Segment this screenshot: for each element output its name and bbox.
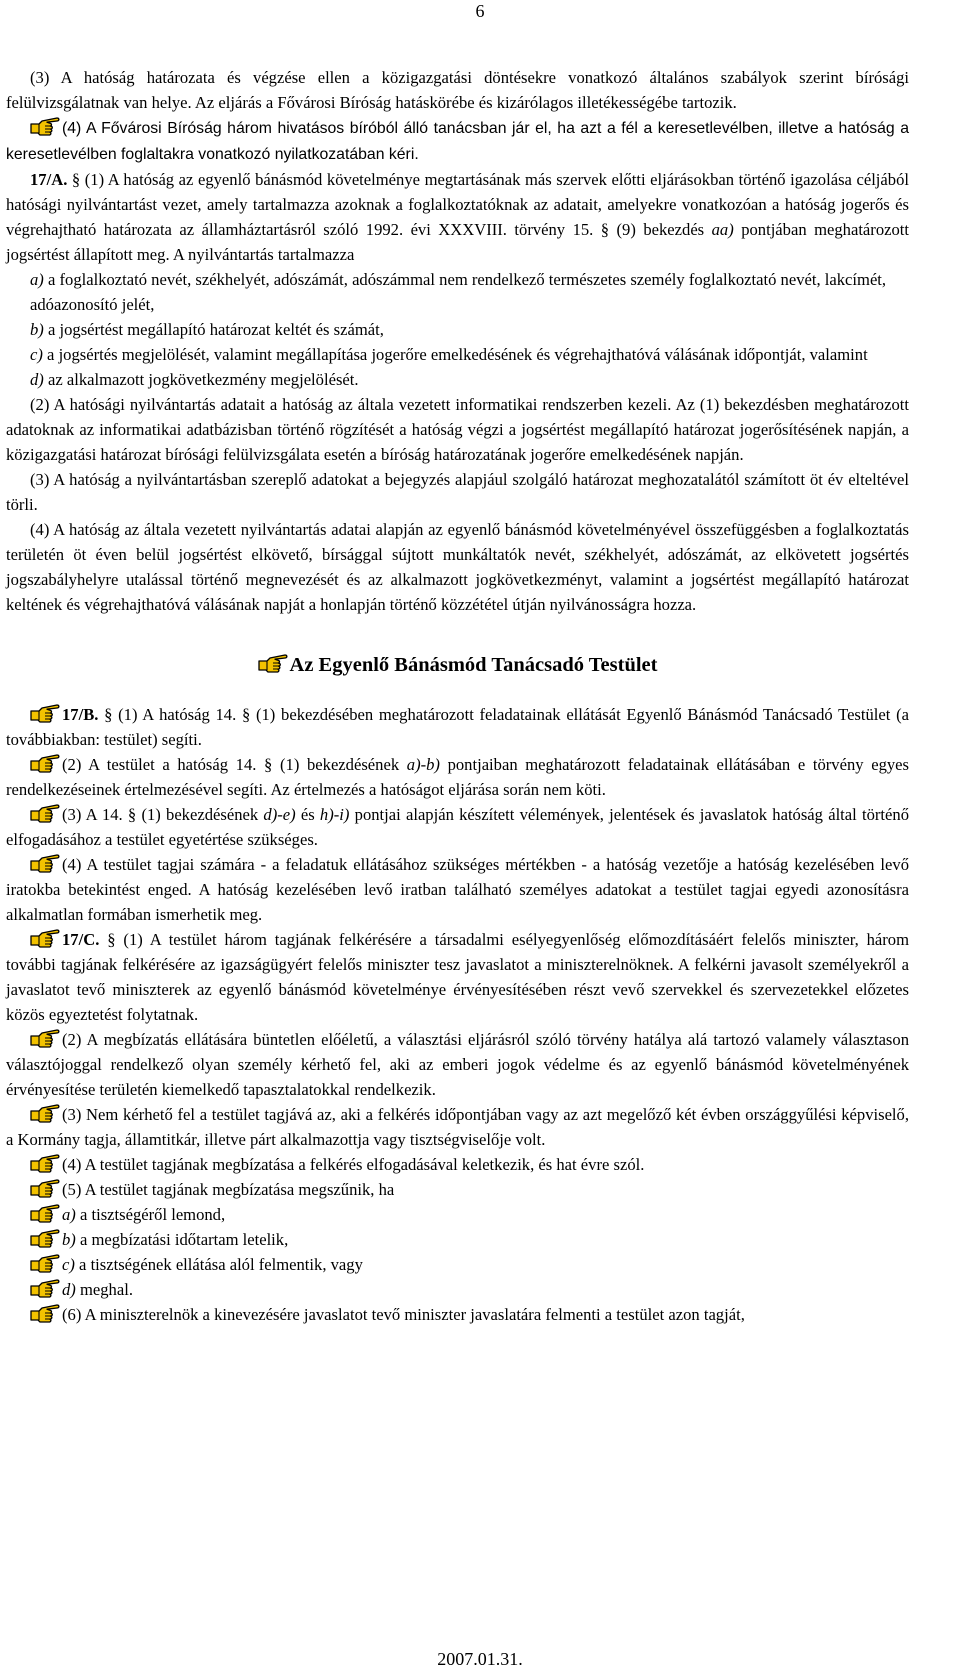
footer-date: 2007.01.31. <box>437 1649 523 1669</box>
pointing-hand-icon[interactable] <box>30 802 60 824</box>
list-item-b: b) a megbízatási időtartam letelik, <box>6 1227 909 1252</box>
pointing-hand-icon[interactable] <box>30 752 60 774</box>
list-item-b: b) a jogsértést megállapító határozat keltét és számát, <box>30 320 384 339</box>
section-17b-paragraph-2: (2) A testület a hatóság 14. § (1) bekezdésének a)-b) pontjaiban meghatározott feladatainak ellátásában e törvény egyes rendelkezéseinek értelmezésével segíti. Az értelmezés a hatóságot eljárása során nem köti. <box>6 752 909 802</box>
pointing-hand-icon[interactable] <box>30 1227 60 1249</box>
section-17c-paragraph-2: (2) A megbízatás ellátására büntetlen előéletű, a választási eljárásról szóló törvény hatálya alá tartozó valamely választason választójoggal rendelkező olyan személy kérhető fel, aki az emberi jogok védelme és az egyenlő bánásmód követelményének érvényesítése területén kiemelkedő tapasztalatokkal rendelkezik. <box>6 1027 909 1102</box>
section-17a-paragraph-3: (3) A hatóság a nyilvántartásban szereplő adatokat a bejegyzés alapjául szolgáló határozat meghozatalától számított öt év elteltével törli. <box>6 470 909 514</box>
section-17c-paragraph-6: (6) A miniszterelnök a kinevezésére javaslatot tevő miniszter javaslatára felmenti a testület azon tagját, <box>6 1302 909 1327</box>
pointing-hand-icon[interactable] <box>30 1152 60 1174</box>
section-heading: Az Egyenlő Bánásmód Tanácsadó Testület <box>6 650 909 680</box>
pointing-hand-icon[interactable] <box>30 1177 60 1199</box>
section-17a-paragraph-1: 17/A. § (1) A hatóság az egyenlő bánásmód követelménye megtartásának más szervek előtti eljárásokban történő igazolása céljából hatósági nyilvántartást vezet, amely tartalmazza azoknak a foglalkoztatóknak az adatait, amelyekre vonatkozóan a hatóság jogerős és végrehajtható határozata az államháztartásról szóló 1992. évi XXXVIII. törvény 15. § (9) bekezdés aa) pontjában meghatározott jogsértést állapított meg. A nyilvántartás tartalmazza <box>6 170 909 264</box>
pointing-hand-icon[interactable] <box>30 702 60 724</box>
section-17a-paragraph-4: (4) A hatóság az általa vezetett nyilvántartás adatai alapján az egyenlő bánásmód követelményével összefüggésben a foglalkoztatás területén öt éven belül jogsértést elkövető, bírsággal sújtott munkáltatók nevét, székhelyét, adószámát, az elkövetett jogsértés jogszabályhelyre utalással történő megnevezését és az alkalmazott jogkövetkezményt, valamint a jogsértést megállapító határozat keltének és végrehajthatóvá válásának napját a honlapján történő közzététel útján nyilvánosságra hozza. <box>6 520 909 614</box>
pointing-hand-icon[interactable] <box>30 1202 60 1224</box>
section-17c-paragraph-4: (4) A testület tagjának megbízatása a felkérés elfogadásával keletkezik, és hat évre szól. <box>6 1152 909 1177</box>
pointing-hand-icon[interactable] <box>30 1277 60 1299</box>
section-17a-paragraph-2: (2) A hatósági nyilvántartás adatait a hatóság az általa vezetett informatikai rendszerben kezeli. Az (1) bekezdésben meghatározott adatoknak az informatikai adatbázisban történő rögzítését a hatóság végzi a jogsértést megállapító határozat jogerősítésének napján, a közigazgatási határozat bírósági felülvizsgálata esetén a bíróság határozatának jogerőre emelkedésének napján. <box>6 395 909 464</box>
pointing-hand-icon[interactable] <box>30 1302 60 1324</box>
paragraph-16-3: (3) A hatóság határozata és végzése ellen a közigazgatási döntésekre vonatkozó általános szabályok szerint bírósági felülvizsgálatnak van helye. Az eljárás a Fővárosi Bíróság hatáskörébe és kizárólagos illetékességébe tartozik. <box>6 68 909 112</box>
paragraph-text: (4) A Fővárosi Bíróság három hivatásos bíróból álló tanácsban jár el, ha azt a fél a keresetlevélben, illetve a hatóság a keresetlevélben foglaltakra vonatkozó nyilatkozatában kéri. <box>6 120 909 163</box>
list-item-d: d) meghal. <box>6 1277 909 1302</box>
section-number: 17/C. <box>62 930 100 949</box>
pointing-hand-icon[interactable] <box>30 1027 60 1049</box>
list-item-c: c) a jogsértés megjelölését, valamint megállapítása jogerőre emelkedésének és végrehajthatóvá válásának időpontját, valamint <box>30 345 868 364</box>
section-17b-paragraph-4: (4) A testület tagjai számára - a feladatuk ellátásához szükséges mértékben - a hatóság vezetője a hatóság kezelésében levő iratokba betekintést enged. A hatóság kezelésében levő iratban található személyes adatokat a testület tagjai egyedi azonosításra alkalmatlan formában ismerhetik meg. <box>6 852 909 927</box>
pointing-hand-icon[interactable] <box>30 852 60 874</box>
section-17c-paragraph-5: (5) A testület tagjának megbízatása megszűnik, ha <box>6 1177 909 1202</box>
pointing-hand-icon[interactable] <box>258 652 288 674</box>
section-17b-paragraph-1: 17/B. § (1) A hatóság 14. § (1) bekezdésében meghatározott feladatainak ellátását Egyenlő Bánásmód Tanácsadó Testület (a továbbiakban: testület) segíti. <box>6 702 909 752</box>
pointing-hand-icon[interactable] <box>30 115 60 137</box>
paragraph-16-4 <box>6 115 909 167</box>
pointing-hand-icon[interactable] <box>30 927 60 949</box>
list-item-d: d) az alkalmazott jogkövetkezmény megjelölését. <box>30 370 359 389</box>
page-number: 6 <box>475 1 485 21</box>
section-17c-paragraph-1: 17/C. § (1) A testület három tagjának felkérésére a társadalmi esélyegyenlőség előmozdításáért felelős miniszter, három további tagjának felkérésére az igazságügyért felelős miniszter tesz javaslatot a miniszterelnöknek. A felkérni javasolt személyekről a javaslatot tevő miniszterek az egyenlő bánásmód követelménye érvényesítésében részt vevő szervekkel és szervezetekkel előzetes közös egyeztetést folytatnak. <box>6 927 909 1027</box>
document-body <box>6 65 909 1327</box>
section-number: 17/A. <box>30 170 68 189</box>
list-item-a: a) a tisztségéről lemond, <box>6 1202 909 1227</box>
section-number: 17/B. <box>62 705 99 724</box>
pointing-hand-icon[interactable] <box>30 1102 60 1124</box>
section-17c-paragraph-3: (3) Nem kérhető fel a testület tagjává az, aki a felkérés időpontjában vagy az azt megelőző két évben országgyűlési képviselő, a Kormány tagja, államtitkár, illetve párt alkalmazottja vagy tisztségviselője volt. <box>6 1102 909 1152</box>
section-17b-paragraph-3: (3) A 14. § (1) bekezdésének d)-e) és h)-i) pontjai alapján készített vélemények, jelentések és javaslatok hatóság által történő elfogadásához a testület egyetértése szükséges. <box>6 802 909 852</box>
list-item-c: c) a tisztségének ellátása alól felmentik, vagy <box>6 1252 909 1277</box>
pointing-hand-icon[interactable] <box>30 1252 60 1274</box>
list-item-a: a) a foglalkoztató nevét, székhelyét, adószámát, adószámmal nem rendelkező természetes személy foglalkoztató nevét, lakcímét, adóazonosító jelét, <box>30 270 887 314</box>
